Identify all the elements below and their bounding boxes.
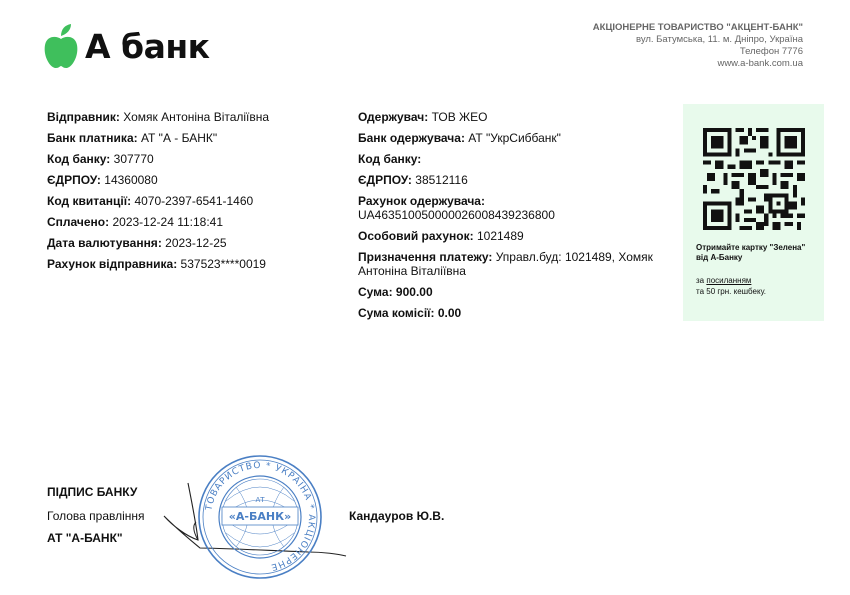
sender-row: Відправник: Хомяк Антоніна Віталіївна bbox=[47, 110, 270, 124]
sender-row: Дата валютування: 2023-12-25 bbox=[47, 236, 227, 250]
bank-stamp bbox=[196, 453, 324, 581]
sender-row: Код квитанції: 4070-2397-6541-1460 bbox=[47, 194, 254, 208]
logo-wordmark: А банк bbox=[85, 26, 210, 66]
qr-code-icon[interactable] bbox=[703, 128, 805, 230]
sender-row: Рахунок відправника: 537523****0019 bbox=[47, 257, 266, 271]
promo-panel bbox=[683, 104, 824, 321]
sender-row: Сплачено: 2023-12-24 11:18:41 bbox=[47, 215, 224, 229]
receiver-row: Одержувач: ТОВ ЖЕО bbox=[358, 110, 488, 124]
company-website: www.a-bank.com.ua bbox=[717, 58, 803, 69]
company-phone: Телефон 7776 bbox=[739, 46, 803, 57]
signature-role: Голова правління bbox=[47, 509, 145, 523]
promo-link[interactable]: посиланням bbox=[706, 276, 752, 285]
receiver-row: Код банку: bbox=[358, 152, 422, 166]
company-name: АКЦІОНЕРНЕ ТОВАРИСТВО "АКЦЕНТ-БАНК" bbox=[592, 22, 803, 33]
receiver-row: ЄДРПОУ: 38512116 bbox=[358, 173, 468, 187]
bank-logo bbox=[44, 24, 210, 68]
receiver-row: Рахунок одержувача: UA463510050000026008439236800 bbox=[358, 194, 555, 222]
sender-row: Код банку: 307770 bbox=[47, 152, 154, 166]
stamp-outer-text: ТОВАРИСТВО * УКРАЇНА * АКЦІОНЕРНЕ bbox=[204, 460, 317, 572]
sender-details bbox=[47, 110, 347, 278]
company-address: вул. Батумська, 11. м. Дніпро, Україна bbox=[635, 34, 803, 45]
receiver-row: Банк одержувача: АТ "УкрСиббанк" bbox=[358, 131, 561, 145]
signature-org: АТ "А-БАНК" bbox=[47, 531, 123, 545]
stamp-inner-main: «А-БАНК» bbox=[228, 510, 292, 523]
receiver-row: Сума: 900.00 bbox=[358, 285, 433, 299]
stamp-inner-top: АТ bbox=[255, 496, 265, 504]
company-info bbox=[593, 22, 803, 70]
receiver-row: Сума комісії: 0.00 bbox=[358, 306, 462, 320]
signature-title: ПІДПИС БАНКУ bbox=[47, 485, 138, 499]
signatory-name: Кандауров Ю.В. bbox=[349, 509, 445, 523]
apple-logo-icon bbox=[44, 24, 78, 68]
sender-row: Банк платника: АТ "А - БАНК" bbox=[47, 131, 218, 145]
promo-subtext: за посиланням та 50 грн. кешбеку. bbox=[696, 276, 767, 296]
sender-row: ЄДРПОУ: 14360080 bbox=[47, 173, 158, 187]
promo-title: Отримайте картку "Зелена" від А-Банку bbox=[696, 243, 806, 262]
receiver-row: Призначення платежу: Управл.буд: 1021489, Хомяк Антоніна Віталіївна bbox=[358, 250, 653, 278]
receiver-row: Особовий рахунок: 1021489 bbox=[358, 229, 524, 243]
receiver-details bbox=[358, 110, 658, 327]
